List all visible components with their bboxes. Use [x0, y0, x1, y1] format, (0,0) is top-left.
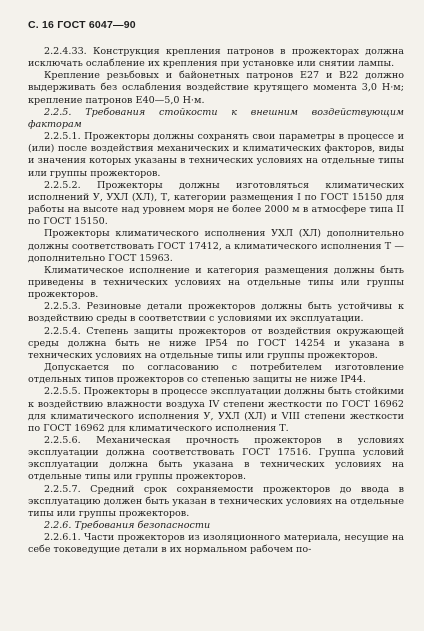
paragraph-cartridge-torque: Крепление резьбовых и байонетных патронов Е27 и В22 должно выдерживать без ослабления воздействие крутящего момента 3,0 Н·м; крепление патронов Е40—5,0 Н·м. [28, 70, 404, 106]
paragraph-2-2-5-6: 2.2.5.6. Механическая прочность прожекторов в условиях эксплуатации должна соответствовать ГОСТ 17516. Группа условий эксплуатации должна быть указана в технических условиях на отдельные типы или группы прожекторов. [28, 435, 404, 483]
paragraph-2-2-5-1: 2.2.5.1. Прожекторы должны сохранять свои параметры в процессе и (или) после воздействия механических и климатических факторов, виды и значения которых указаны в технических условиях на отдельные типы или группы прожекторов. [28, 131, 404, 179]
paragraph-2-2-5-7: 2.2.5.7. Средний срок сохраняемости прожекторов до ввода в эксплуатацию должен быть указан в технических условиях на отдельные типы или группы прожекторов. [28, 483, 404, 519]
paragraph-climate-category: Климатическое исполнение и категория размещения должны быть приведены в технических условиях на отдельные типы или группы прожекторов. [28, 264, 404, 301]
paragraph-2-2-5-5: 2.2.5.5. Прожекторы в процессе эксплуатации должны быть стойкими к воздействию влажности воздуха IV степени жесткости по ГОСТ 16962 для климатического исполнения У, УХЛ (ХЛ) и VIII степени жесткости по ГОСТ 16962 для климатического исполнения Т. [28, 386, 404, 434]
paragraph-2-2-5-3: 2.2.5.3. Резиновые детали прожекторов должны быть устойчивы к воздействию среды в соответствии с условиями их эксплуатации. [28, 301, 404, 325]
page-header: С. 16 ГОСТ 6047—90 [28, 19, 136, 31]
paragraph-2-2-5-2: 2.2.5.2. Прожекторы должны изготовляться климатических исполнений У, УХЛ (ХЛ), Т, категории размещения I по ГОСТ 15150 для работы на высоте над уровнем моря не более 2000 м в атмосфере типа II по ГОСТ 15150. [28, 179, 404, 228]
document-body [28, 46, 404, 557]
section-heading-2-2-6: 2.2.6. Требования безопасности [44, 520, 211, 532]
paragraph-2-2-6-1: 2.2.6.1. Части прожекторов из изоляционного материала, несущие на себе токоведущие детали в их нормальном рабочем по- [28, 532, 404, 556]
paragraph-2-2-4-33: 2.2.4.33. Конструкция крепления патронов в прожекторах должна исключать ослабление их крепления при установке или снятии лампы. [28, 46, 404, 70]
paragraph-ip44: Допускается по согласованию с потребителем изготовление отдельных типов прожекторов со степенью защиты не ниже IP44. [28, 362, 404, 386]
paragraph-2-2-5-4: 2.2.5.4. Степень защиты прожекторов от воздействия окружающей среды должна быть не ниже IP54 по ГОСТ 14254 и указана в технических условиях на отдельные типы или группы прожекторов. [28, 325, 404, 361]
paragraph-uhl-climate: Прожекторы климатического исполнения УХЛ (ХЛ) дополнительно должны соответствовать ГОСТ 17412, а климатического исполнения Т — дополнительно ГОСТ 15963. [28, 228, 404, 264]
section-heading-2-2-5: 2.2.5. Требования стойкости к внешним воздействующим факторам [28, 106, 404, 130]
